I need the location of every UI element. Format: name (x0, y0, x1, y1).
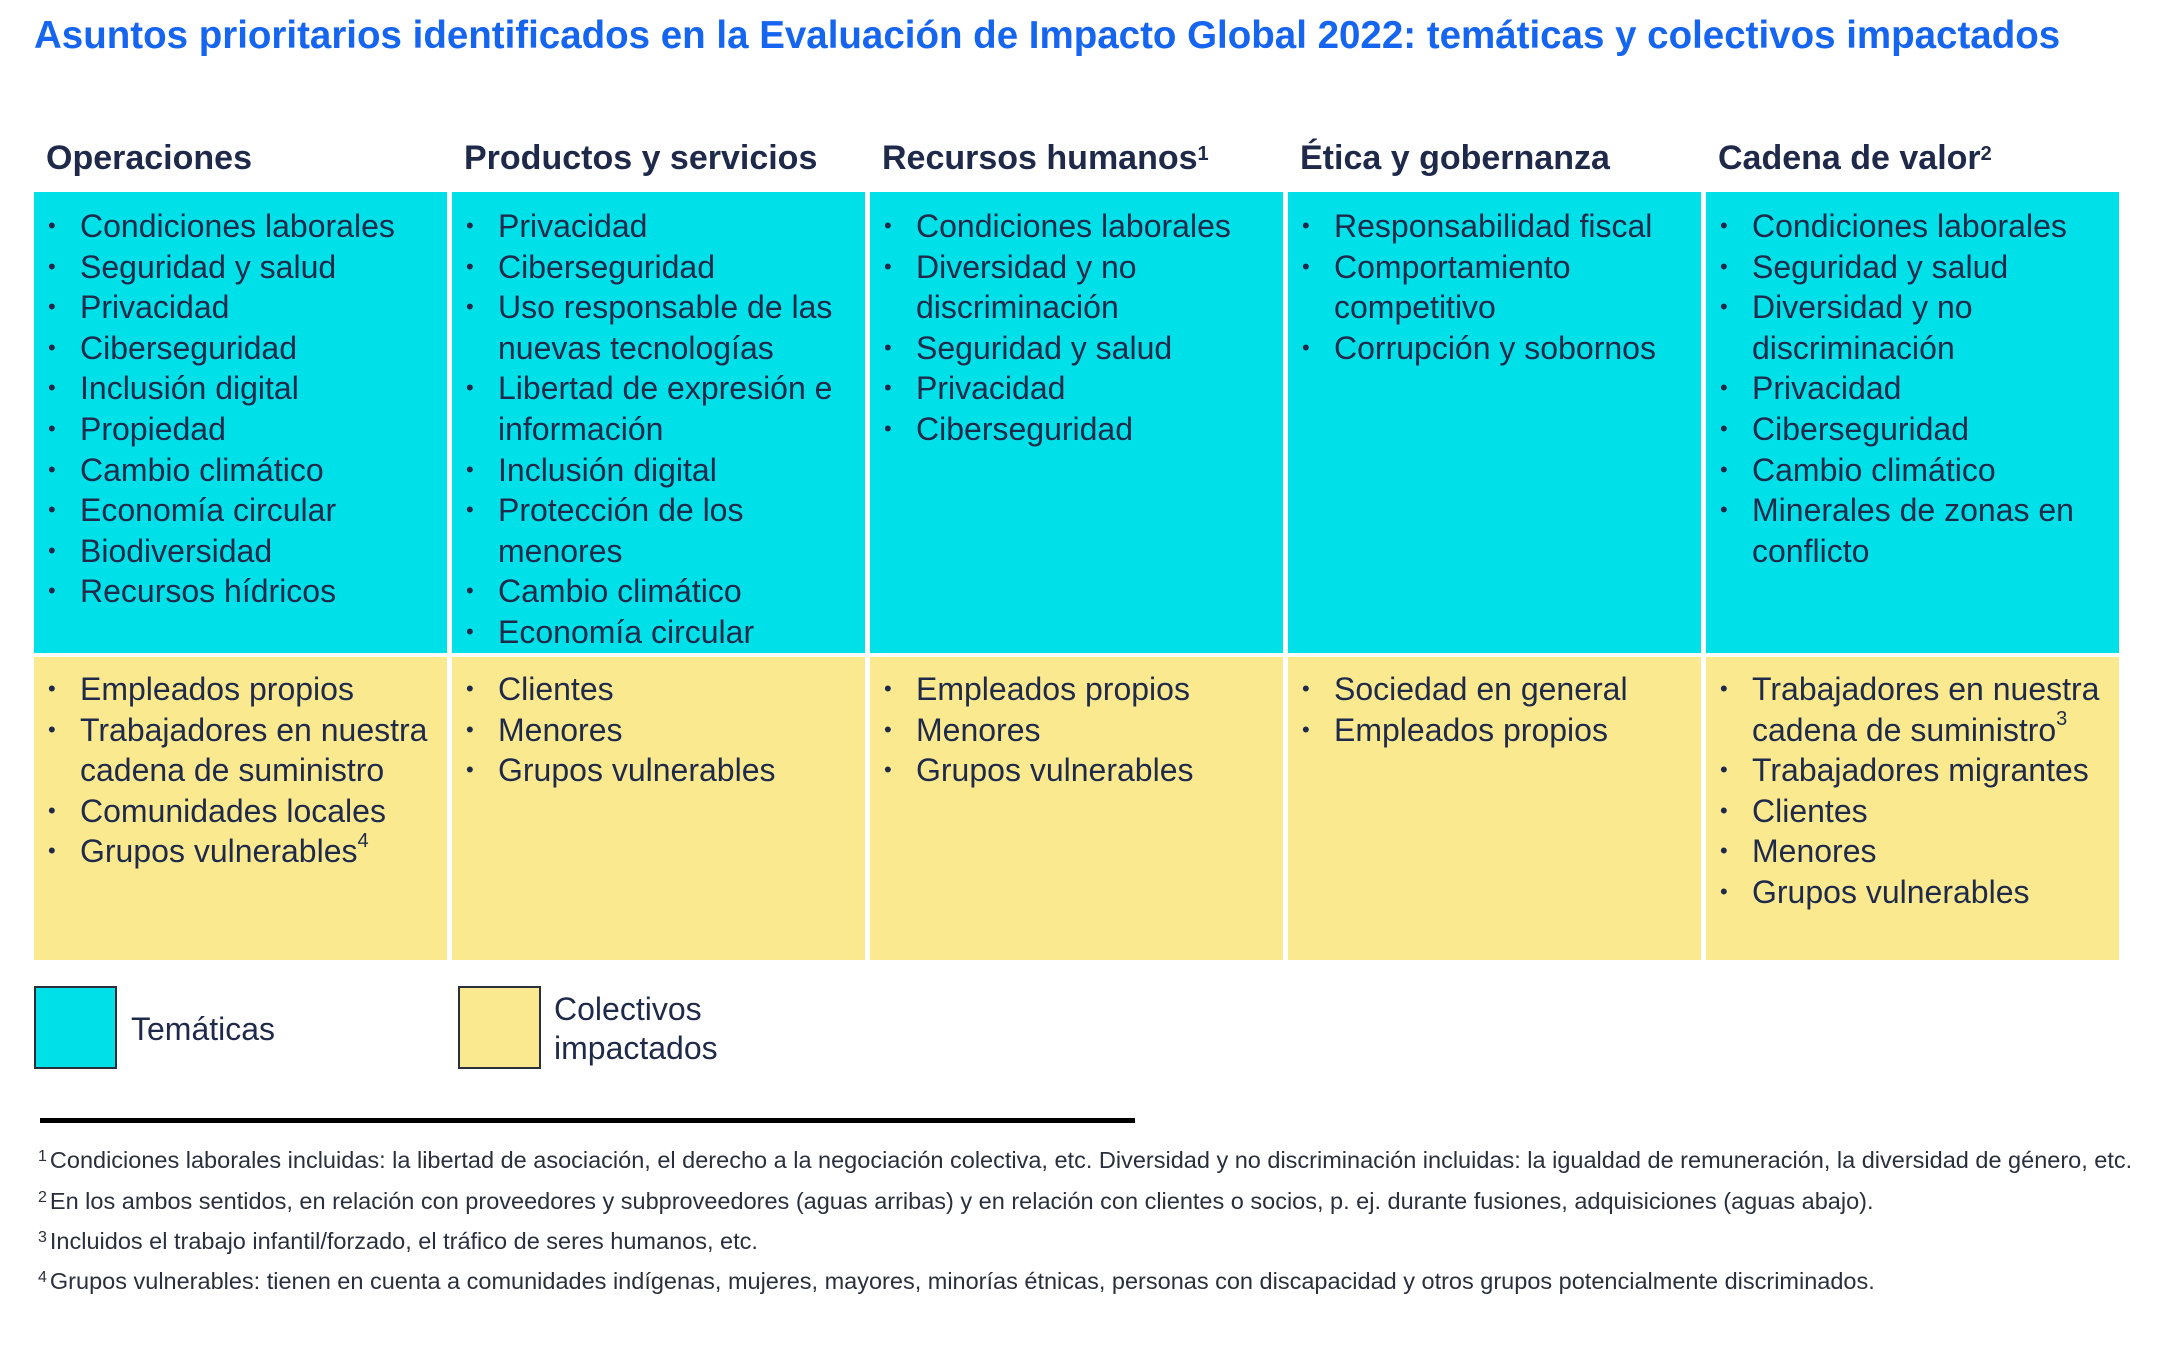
topics-cell-cadena-valor (1706, 192, 2119, 653)
column-header-label: Operaciones (46, 138, 252, 177)
footnote-text: Grupos vulnerables: tienen en cuenta a comunidades indígenas, mujeres, mayores, minorías étnicas, personas con discapacidad y otros grupos potencialmente discriminados. (49, 1268, 1875, 1294)
topics-list (1716, 206, 2109, 571)
topic-item: • Propiedad (44, 409, 437, 450)
topic-item: • Privacidad (880, 368, 1273, 409)
group-item (1716, 831, 2109, 872)
column-header-label: Productos y servicios (464, 138, 818, 177)
topic-item: • Cambio climático (1716, 450, 2109, 491)
topic-item: • Economía circular (44, 490, 437, 531)
footnote-text: En los ambos sentidos, en relación con proveedores y subproveedores (aguas arribas) y en relación con clientes o socios, p. ej. durante fusiones, adquisiciones (aguas abajo). (49, 1188, 1874, 1214)
footnote-number: 4 (38, 1269, 47, 1286)
group-item-label: Menores (1752, 833, 1877, 870)
topic-item: • Privacidad (44, 287, 437, 328)
group-item-label: Menores (498, 711, 623, 748)
footnote-2 (38, 1187, 1874, 1215)
column-header-productos (452, 128, 865, 188)
group-item (880, 710, 1273, 751)
column-header-recursos-humanos: Recursos humanos $^1$ (882, 138, 1209, 177)
legend-label-groups-line1: Colectivos (554, 991, 702, 1027)
group-item (1716, 750, 2109, 791)
topics-list (44, 206, 437, 612)
group-item-label: Trabajadores migrantes (1752, 752, 2089, 789)
topic-item: • Corrupción y sobornos (1298, 328, 1691, 369)
group-item-label: Empleados propios (80, 671, 354, 707)
groups-cell-recursos-humanos (870, 657, 1283, 960)
topic-item: • Inclusión digital (44, 368, 437, 409)
topic-item: • Inclusión digital (462, 450, 855, 491)
topic-item: • Libertad de expresión e información (462, 368, 855, 449)
topics-list (1298, 206, 1691, 368)
topic-item: • Recursos hídricos (44, 571, 437, 612)
group-item (880, 750, 1273, 791)
topic-item: • Seguridad y salud (44, 247, 437, 288)
group-item-label: Clientes (498, 671, 614, 707)
column-header-operaciones (34, 128, 447, 188)
groups-cell-etica (1288, 657, 1701, 960)
topic-item: • Condiciones laborales (44, 206, 437, 247)
topic-item: • Ciberseguridad (1716, 409, 2109, 450)
topic-item: • Condiciones laborales (1716, 206, 2109, 247)
topic-item: • Economía circular (462, 612, 855, 653)
topic-item: • Biodiversidad (44, 531, 437, 572)
group-item (1716, 872, 2109, 913)
group-item-label: Grupos vulnerables (80, 833, 358, 870)
legend-label-groups (554, 990, 718, 1068)
group-item (880, 669, 1273, 710)
topics-cell-operaciones (34, 192, 447, 653)
page-title: Asuntos prioritarios identificados en la Evaluación de Impacto Global 2022: temáticas y colectivos impactados (34, 14, 2061, 57)
group-item (462, 750, 855, 791)
column-header-label: Cadena de valor (1718, 138, 1981, 177)
group-item-label: Comunidades locales (80, 792, 386, 829)
footnote-text: Incluidos el trabajo infantil/forzado, el tráfico de seres humanos, etc. (49, 1228, 758, 1254)
group-item-label: Empleados propios (916, 671, 1190, 707)
topics-list (880, 206, 1273, 450)
footnote-3 (38, 1227, 758, 1255)
topic-item: • Cambio climático (44, 450, 437, 491)
topic-item: • Diversidad y no discriminación (1716, 287, 2109, 368)
group-item (462, 710, 855, 751)
topic-item: • Ciberseguridad (880, 409, 1273, 450)
column-header-label: Ética y gobernanza (1300, 138, 1610, 177)
groups-list (1298, 669, 1691, 750)
groups-cell-cadena-valor (1706, 657, 2119, 960)
footnote-ref: 3 (2056, 707, 2068, 730)
legend-swatch-topics (34, 986, 117, 1069)
groups-cell-productos (452, 657, 865, 960)
groups-cell-operaciones (34, 657, 447, 960)
footnote-divider (40, 1118, 1135, 1123)
topic-item: • Condiciones laborales (880, 206, 1273, 247)
topic-item: • Responsabilidad fiscal (1298, 206, 1691, 247)
group-item (1716, 669, 2109, 750)
topic-item: • Minerales de zonas en conflicto (1716, 490, 2109, 571)
topics-list (462, 206, 855, 653)
topics-cell-etica (1288, 192, 1701, 653)
footnote-ref: 4 (357, 829, 369, 852)
group-item-label: Grupos vulnerables (498, 752, 776, 789)
topic-item: • Ciberseguridad (44, 328, 437, 369)
topic-item: • Privacidad (1716, 368, 2109, 409)
topics-cell-recursos-humanos (870, 192, 1283, 653)
footnote-number: 3 (38, 1229, 47, 1246)
group-item (44, 669, 437, 710)
group-item (1716, 791, 2109, 832)
group-item-label: Clientes (1752, 792, 1868, 829)
column-header-label: Recursos humanos (882, 138, 1198, 177)
footnote-text: Condiciones laborales incluidas: la libertad de asociación, el derecho a la negociación colectiva, etc. Diversidad y no discriminación incluidas: la igualdad de remuneración, la diversidad de género, etc. (49, 1147, 2133, 1173)
group-item-label: Trabajadores en nuestra cadena de suministro (80, 711, 428, 789)
topic-item: • Diversidad y no discriminación (880, 247, 1273, 328)
impact-table (34, 128, 2119, 960)
column-header-etica (1288, 128, 1701, 188)
legend-label-groups-line2: impactados (554, 1030, 718, 1066)
footnote-number: 2 (38, 1189, 47, 1206)
groups-list (44, 669, 437, 872)
topic-item: • Comportamiento competitivo (1298, 247, 1691, 328)
group-item-label: Menores (916, 711, 1041, 748)
topics-cell-productos (452, 192, 865, 653)
topic-item: • Seguridad y salud (1716, 247, 2109, 288)
group-item-label: Sociedad en general (1334, 671, 1628, 707)
footnote-4 (38, 1267, 1875, 1295)
group-item-label: Grupos vulnerables (916, 752, 1194, 789)
topic-item: • Privacidad (462, 206, 855, 247)
groups-list (880, 669, 1273, 791)
topic-item: • Ciberseguridad (462, 247, 855, 288)
topic-item: • Uso responsable de las nuevas tecnologías (462, 287, 855, 368)
group-item (44, 791, 437, 832)
group-item (44, 831, 437, 872)
groups-list (462, 669, 855, 791)
legend-label-topics: Temáticas (131, 1011, 276, 1047)
legend-swatch-groups (458, 986, 541, 1069)
group-item (1298, 669, 1691, 710)
group-item-label: Trabajadores en nuestra cadena de suministro (1752, 671, 2100, 748)
topic-item: • Seguridad y salud (880, 328, 1273, 369)
group-item (1298, 710, 1691, 751)
group-item (44, 710, 437, 791)
footnote-number: 1 (38, 1148, 47, 1165)
group-item (462, 669, 855, 710)
topic-item: • Protección de los menores (462, 490, 855, 571)
group-item-label: Grupos vulnerables (1752, 873, 2030, 910)
groups-list (1716, 669, 2109, 913)
group-item-label: Empleados propios (1334, 711, 1608, 748)
topic-item: • Cambio climático (462, 571, 855, 612)
column-header-cadena-valor: Cadena de valor $^2$ (1718, 138, 1992, 177)
footnote-1 (38, 1146, 2132, 1174)
